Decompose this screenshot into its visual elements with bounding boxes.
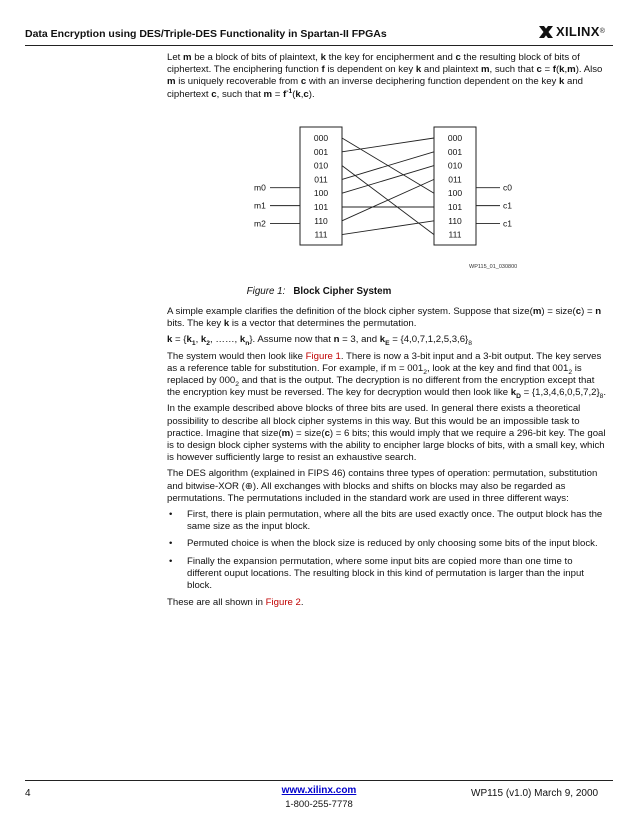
permutation-line (342, 179, 434, 220)
output-code: 110 (448, 215, 462, 226)
header-title: Data Encryption using DES/Triple-DES Functionality in Spartan-II FPGAs (25, 28, 387, 40)
input-code: 001 (313, 146, 329, 157)
logo-text: XILINX (556, 24, 600, 39)
xilinx-logo-icon (538, 25, 554, 39)
output-label: c1 (503, 200, 512, 211)
output-code: 111 (448, 229, 462, 240)
logo-registered-mark: ® (599, 28, 605, 35)
permutation-line (342, 221, 434, 235)
permutation-line (342, 152, 434, 180)
input-box (300, 127, 342, 245)
document-id: WP115 (v1.0) March 9, 2000 (471, 788, 599, 799)
output-label: c0 (503, 182, 512, 193)
footer-rule (25, 780, 613, 781)
input-code: 111 (314, 229, 328, 240)
permutation-line (342, 166, 434, 194)
block-cipher-diagram (250, 125, 530, 275)
output-code: 001 (447, 146, 463, 157)
output-label: c1 (503, 218, 512, 229)
input-code: 110 (314, 215, 328, 226)
output-code: 000 (447, 133, 463, 143)
list-item: • Finally the expansion permutation, where some input bits are copied more than one time to different ouput locations. The resulting block in this kind of permutation is larger than the input block. (169, 555, 584, 592)
xilinx-logo (538, 24, 605, 39)
input-code: 011 (314, 174, 328, 185)
figure-1-link[interactable]: Figure 1 (305, 350, 341, 362)
input-code: 101 (313, 202, 329, 212)
input-label: m1 (254, 200, 266, 211)
header-rule (25, 45, 613, 46)
page-number: 4 (25, 788, 31, 799)
output-code: 011 (448, 174, 462, 185)
figure-2-link[interactable]: Figure 2 (265, 597, 301, 609)
footer-phone: 1-800-255-7778 (285, 799, 353, 810)
list-item: • First, there is plain permutation, where all the bits are used exactly once. The output block has the same size as the input block. (169, 509, 603, 533)
figure-number: Figure 1: (246, 286, 286, 297)
xilinx-website-link[interactable]: www.xilinx.com (281, 785, 357, 796)
output-code: 101 (447, 202, 463, 212)
input-code: 100 (313, 188, 329, 199)
output-code: 100 (447, 188, 463, 199)
body-text: A simple example clarifies the definition of the block cipher system. Suppose that size(m) = size(c) = n bits. The key k is a vector that determines the permutation. $k = \{k_1$, $k_2$, ……, $k_n$}. Assume now that n = 3, and $k_E = \{4,0,7,1,2,5,3,6\}_8$ The system would then look like Figure 1. There is now a 3-bit input and a 3-bit output. The key serves as a reference table for substitution. For example, if $m = 001_2$, look at the key and find that $001_2$ is replaced by $000_2$ and that is the output. The decryption is no different from the encryption except that the encryption key must be reversed. The key for decryption would then look like $k_D = \{1,3,4,6,0,5,7,2\}_8$. In the example described above blocks of three bits are used. In general there exists a theoretical possibility to describe all block cipher systems in this way. But this would be an impossible task to practice. Imagine that size(m) = size(c) = 6 bits; this would imply that we require a 296-bit key. The goal is to design block cipher systems with the ability to encipher large blocks of bits, with a small key, which is however sufficiently large to resist an exhaustive search. The DES algorithm (explained in FIPS 46) contains three types of operation: permutation, substitution and bitwise-XOR (⊕). All exchanges with blocks and shifts on blocks may also be regarded as permutations. The permutations included in the standard work are used in three different ways: • First, there is plain permutation, where all the bits are used exactly once. The output block has the same size as the input block. • Permuted choice is when the block size is reduced by only choosing some bits of the input block. • Finally the expansion permutation, where some input bits are copied more than one time to different ouput locations. The resulting block in this kind of permutation is larger than the input block. These are all shown in Figure 2. (167, 306, 607, 609)
figure-title: Block Cipher System (293, 286, 392, 297)
input-label: m2 (254, 218, 266, 229)
output-code: 010 (447, 160, 463, 171)
permutation-list (167, 509, 607, 592)
intro-paragraph: Let m be a block of bits of plaintext, k the key for encipherment and c the resulting block of bits of ciphertext. The enciphering function f is dependent on key k and plaintext m, such that c = f(k,m). Also m is uniquely recoverable from c with an inverse deciphering function dependent on the key k and ciphertext c, such that $m = f^{-1}(k,c)$. (167, 52, 603, 100)
input-label: m0 (254, 182, 266, 193)
input-code: 000 (313, 133, 329, 143)
permutation-line (342, 138, 434, 152)
list-item: • Permuted choice is when the block size is reduced by only choosing some bits of the input block. (169, 538, 598, 550)
input-code: 010 (313, 160, 329, 171)
figure-caption (0, 286, 638, 297)
figure-id-label: WP115_01_030800 (469, 264, 518, 270)
output-box (434, 127, 476, 245)
